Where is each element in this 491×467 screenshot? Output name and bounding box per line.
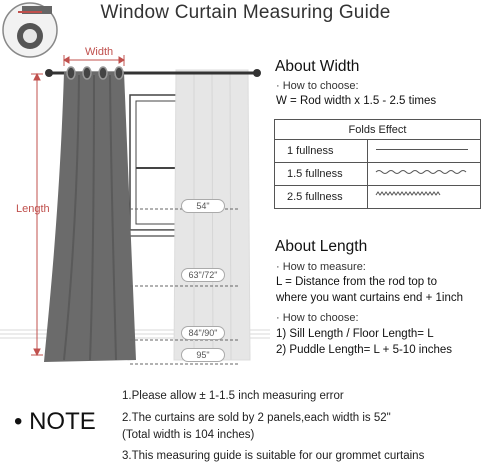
mark-63-72: 63"/72" <box>181 268 225 282</box>
fullness-label: 1.5 fullness <box>275 163 368 186</box>
width-formula: W = Rod width x 1.5 - 2.5 times <box>276 95 437 107</box>
note-item-2-detail: (Total width is 104 inches) <box>122 429 255 441</box>
fold-line-wave <box>368 163 480 182</box>
folds-effect-table <box>274 119 481 209</box>
fold-effect-visual <box>368 140 481 163</box>
zoom-inset <box>3 3 57 57</box>
folds-effect-header: Folds Effect <box>275 120 481 140</box>
note-label: • NOTE <box>14 408 96 435</box>
curtain-illustration <box>0 0 270 380</box>
ghost-curtain-right <box>174 70 250 360</box>
note-item-1: 1.Please allow ± 1-1.5 inch measuring error <box>122 390 344 402</box>
width-label: Width <box>85 46 114 58</box>
note-item-3: 3.This measuring guide is suitable for our grommet curtains <box>122 450 425 462</box>
length-how-to-measure: · How to measure: <box>276 261 366 273</box>
fullness-label: 1 fullness <box>275 140 368 163</box>
mark-95: 95" <box>181 348 225 362</box>
about-width-heading: About Width <box>275 58 360 75</box>
table-row <box>275 163 481 186</box>
mark-84-90: 84"/90" <box>181 326 225 340</box>
table-row <box>275 186 481 209</box>
length-label: Length <box>16 203 50 215</box>
width-how-to-choose: · How to choose: <box>276 80 359 92</box>
fold-effect-visual <box>368 186 481 209</box>
fold-line-zigzag <box>368 186 480 205</box>
length-how-to-choose: · How to choose: <box>276 312 359 324</box>
length-option-2: 2) Puddle Length= L + 5-10 inches <box>276 344 453 356</box>
table-row <box>275 140 481 163</box>
fold-line-straight <box>368 140 480 159</box>
about-length-heading: About Length <box>275 238 368 255</box>
dark-curtain-left <box>44 72 136 362</box>
length-option-1: 1) Sill Length / Floor Length= L <box>276 328 434 340</box>
length-measure-text-1: L = Distance from the rod top to <box>276 276 437 288</box>
note-item-2: 2.The curtains are sold by 2 panels,each width is 52" <box>122 412 391 424</box>
length-measure-text-2: where you want curtains end + 1inch <box>276 292 463 304</box>
fold-effect-visual <box>368 163 481 186</box>
mark-54: 54" <box>181 199 225 213</box>
page-title: Window Curtain Measuring Guide <box>100 2 391 23</box>
fullness-label: 2.5 fullness <box>275 186 368 209</box>
